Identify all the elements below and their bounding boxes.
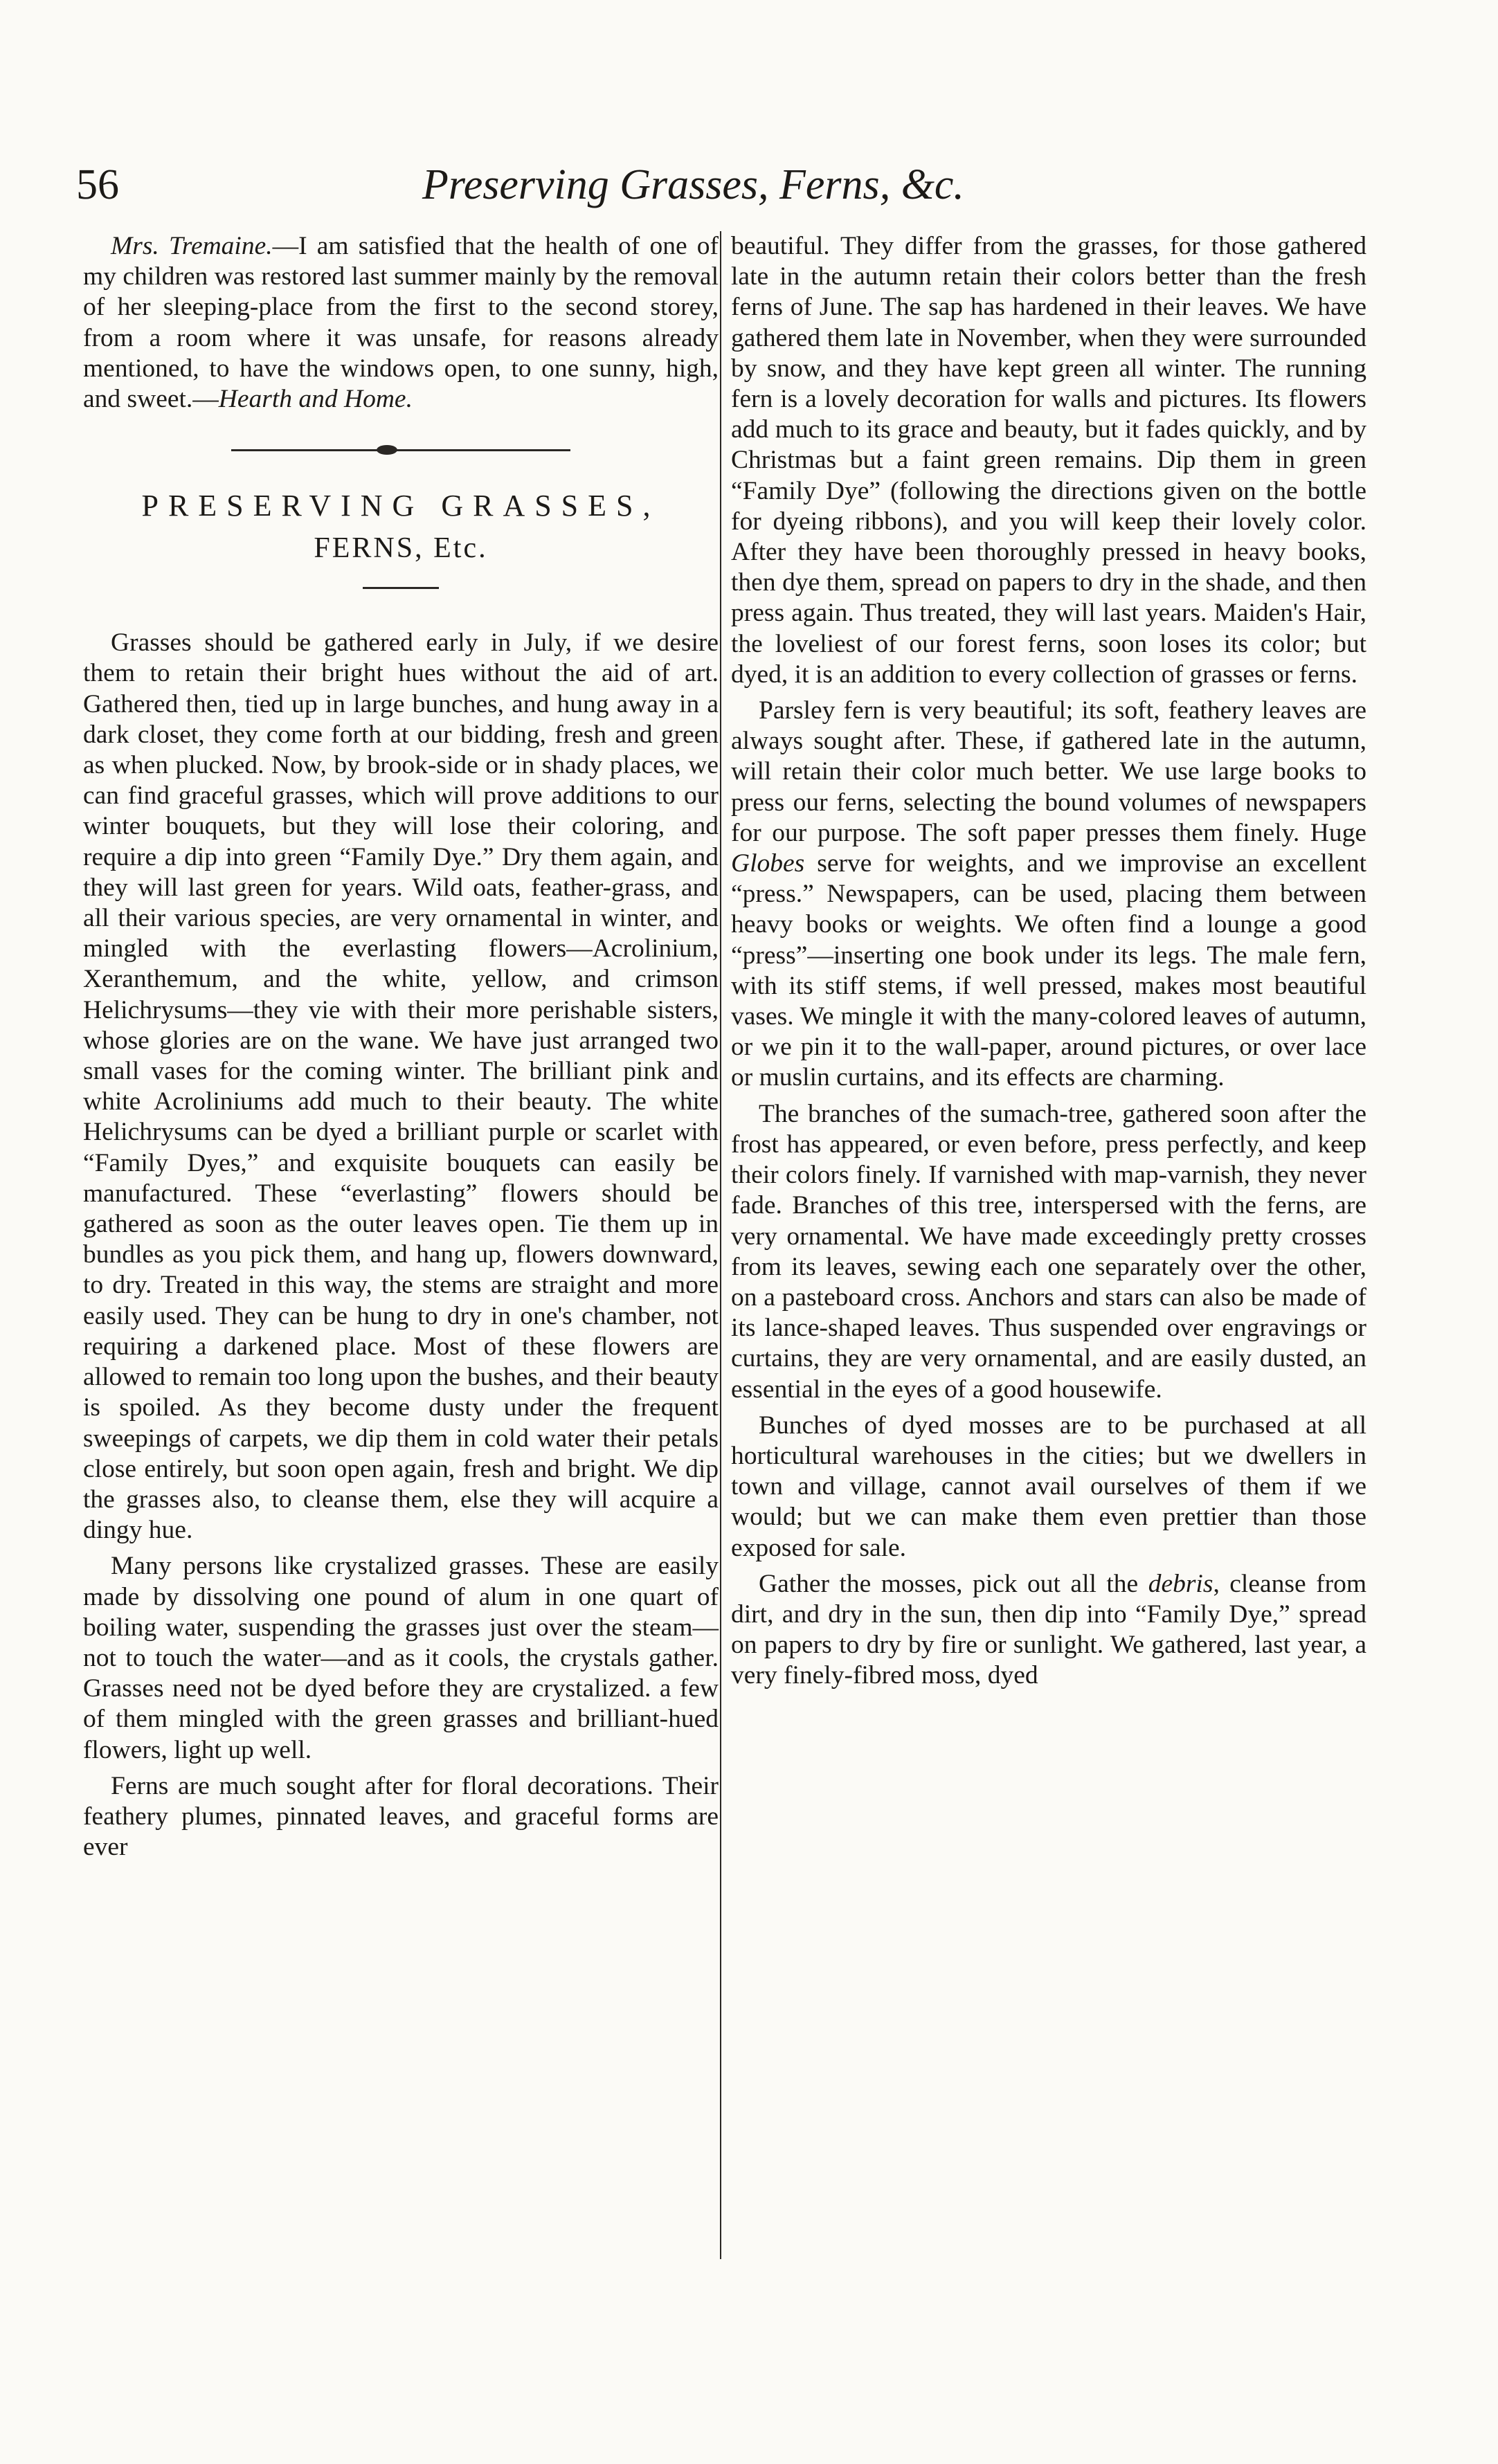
article-subtitle: FERNS, Etc.	[314, 532, 488, 565]
running-title: Preserving Grasses, Ferns, &c.	[422, 161, 964, 208]
left-column	[83, 231, 719, 1863]
previous-article-ending	[83, 231, 719, 415]
paragraph-text: Parsley fern is very beautiful; its soft, feathery leaves are always sought after. These, if gathered late in the autumn, will retain their color much better. We use large books to press our ferns, selecting the bound volumes of newspapers for our purpose. The soft paper presses them finely. Huge	[731, 696, 1366, 847]
column-divider	[720, 231, 721, 2259]
paragraph	[731, 1569, 1366, 1692]
emphasis-text: debris	[1148, 1569, 1213, 1598]
right-column	[731, 231, 1366, 1692]
paragraph: The branches of the sumach-tree, gathered soon after the frost has appeared, or even before, press perfectly, and keep their colors finely. If varnished with map-varnish, they never fade. Branches of this tree, interspersed with the ferns, are very ornamental. We have made exceedingly pretty crosses from its leaves, sewing each one separately over the other, on a pasteboard cross. Anchors and stars can also be made of its lance-shaped leaves. Thus suspended over engravings or curtains, they are very ornamental, and are easily dusted, an essential in the eyes of a good housewife.	[731, 1099, 1366, 1404]
paragraph-text: serve for weights, and we improvise an excellent “press.” Newspapers, can be used, placing them between heavy books or weights. We often find a lounge a good “press”—inserting one book under its legs. The male fern, with its stiff stems, if well pressed, makes most beautiful vases. We mingle it with the many-colored leaves of autumn, or we pin it to the wall-paper, around pictures, or over lace or muslin curtains, and its effects are charming.	[731, 849, 1366, 1092]
paragraph: Many persons like crystalized grasses. These are easily made by dissolving one pound of alum in one quart of boiling water, suspending the grasses just over the steam—not to touch the water—and as it cools, the crystals gather. Grasses need not be dyed before they are crystalized. a few of them mingled with the green grasses and brilliant-hued flowers, light up well.	[83, 1552, 719, 1764]
paragraph: Bunches of dyed mosses are to be purchased at all horticultural warehouses in the cities; but we dwellers in town and village, cannot avail ourselves of them if we would; but we can make them even prettier than those exposed for sale.	[731, 1411, 1366, 1562]
title-rule	[363, 587, 439, 589]
speaker-name: Mrs. Tremaine.	[111, 232, 273, 260]
paragraph: Grasses should be gathered early in July, if we desire them to retain their bright hues without the aid of art. Gathered then, tied up in large bunches, and hung away in a dark closet, they come forth at our bidding, fresh and green as when plucked. Now, by brook-side or in shady places, we can find graceful grasses, which will prove additions to our winter bouquets, but they will lose their coloring, and require a dip into green “Family Dye.” Dry them again, and they will last green for years. Wild oats, feather-grass, and all their various species, are very ornamental in winter, and mingled with the everlasting flowers—Acrolinium, Xeranthemum, and the white, yellow, and crimson Helichrysums—they vie with their more perishable sisters, whose glories are on the wane. We have just arranged two small vases for the coming winter. The brilliant pink and white Acroliniums add much to their beauty. The white Helichrysums can be dyed a brilliant purple or scarlet with “Family Dyes,” and exquisite bouquets can easily be manufactured. These “everlasting” flowers should be gathered as soon as the outer leaves open. Tie them up in bundles as you pick them, and hang up, flowers downward, to dry. Treated in this way, the stems are straight and more easily used. They can be hung to dry in one's chamber, not requiring a darkened place. Most of these flowers are allowed to remain too long upon the bushes, and their beauty is spoiled. As they become dusty under the frequent sweepings of carpets, we dip them in cold water their petals close entirely, but soon open again, fresh and bright. We dip the grasses also, to cleanse them, else they will acquire a dingy hue.	[83, 628, 719, 1545]
article-title: PRESERVING GRASSES,	[141, 489, 660, 523]
previous-article-text: —I am satisfied that the health of one of my children was restored last summer mainly by the removal of her sleeping-place from the first to the second storey, from a room where it was unsafe, for reasons already mentioned, to have the windows open, to one sunny, high, and sweet.—	[83, 232, 719, 414]
running-head	[76, 161, 1364, 223]
paragraph	[731, 696, 1366, 1094]
page-number: 56	[76, 161, 119, 208]
paragraph: Ferns are much sought after for floral decorations. Their feathery plumes, pinnated leaves, and graceful forms are ever	[83, 1771, 719, 1862]
paragraph-text: Gather the mosses, pick out all the	[759, 1569, 1148, 1598]
source-citation: Hearth and Home.	[218, 385, 413, 414]
section-divider	[231, 449, 570, 451]
paragraph-text: , cleanse from dirt, and dry in the sun, then dip into “Family Dye,” spread on papers to dry by fire or sunlight. We gathered, last year, a very finely-fibred moss, dyed	[731, 1569, 1367, 1690]
emphasis-text: Globes	[731, 849, 805, 878]
paragraph-continued: beautiful. They differ from the grasses, for those gathered late in the autumn retain their colors better than the fresh ferns of June. The sap has hardened in their leaves. We have gathered them late in November, when they were surrounded by snow, and they have kept green all winter. The running fern is a lovely decoration for walls and pictures. Its flowers add much to its grace and beauty, but it fades quickly, and by Christmas but a faint green remains. Dip them in green “Family Dye” (following the directions given on the bottle for dyeing ribbons), and you will keep their lovely color. After they have been thoroughly pressed in heavy books, then dye them, spread on papers to dry in the shade, and then press again. Thus treated, they will last years. Maiden's Hair, the loveliest of our forest ferns, soon loses its color; but dyed, it is an addition to every collection of grasses or ferns.	[731, 232, 1366, 689]
